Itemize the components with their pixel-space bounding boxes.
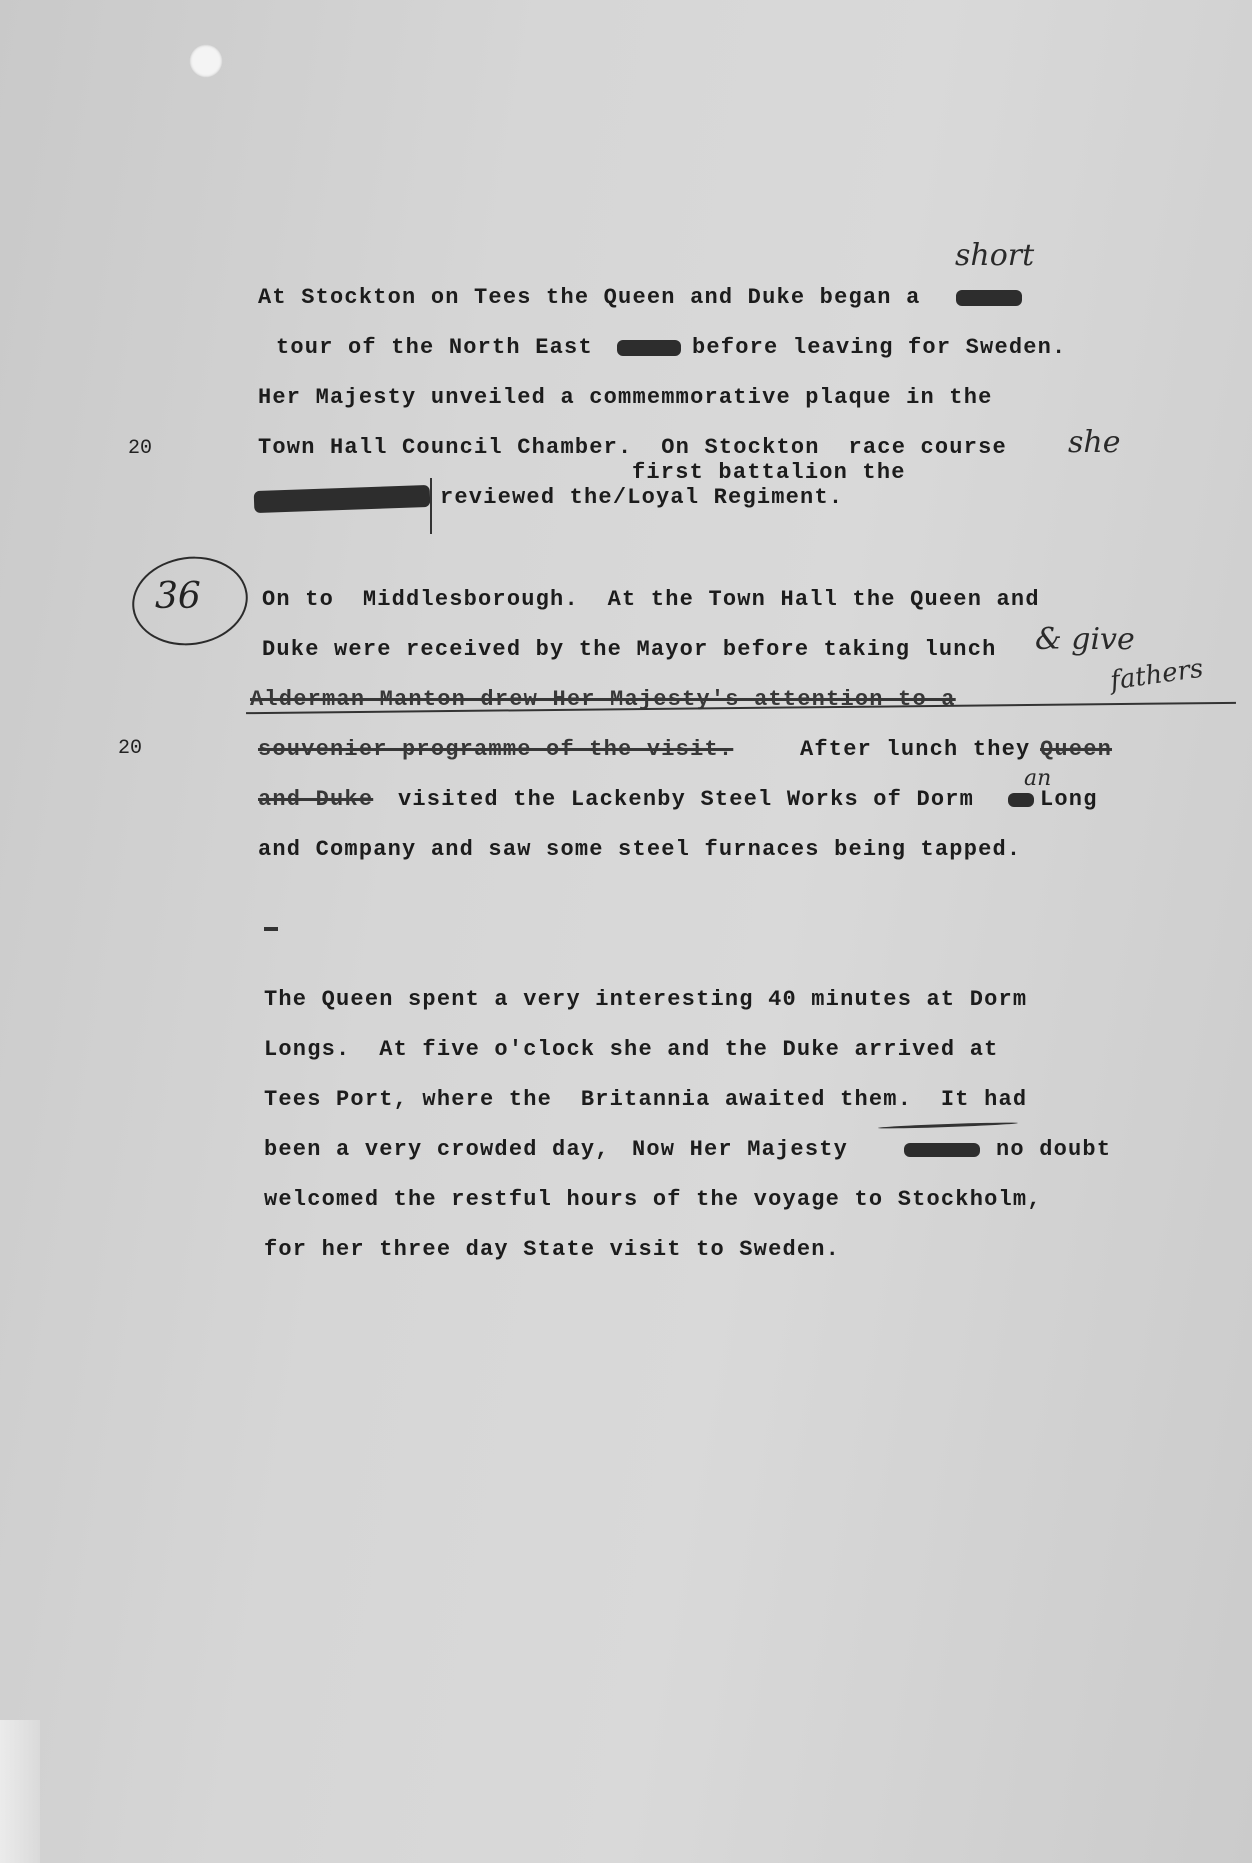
page-curl: [0, 1720, 40, 1863]
paragraph1-line4: Town Hall Council Chamber. On Stockton race course: [258, 435, 1007, 460]
punch-hole: [189, 44, 223, 78]
paragraph1-insert: first battalion the: [632, 460, 906, 485]
paragraph2-line6: and Company and saw some steel furnaces being tapped.: [258, 837, 1022, 862]
paragraph2-line2: Duke were received by the Mayor before taking lunch: [262, 637, 997, 662]
handwritten-she: she: [1068, 425, 1121, 460]
handwritten-and-give: & give: [1035, 622, 1135, 657]
paragraph3-line4b: Now Her Majesty: [632, 1137, 849, 1162]
strikeout-scribble: [1008, 793, 1034, 807]
paragraph1-line5: reviewed the/Loyal Regiment.: [440, 485, 844, 510]
margin-number: 20: [118, 737, 143, 760]
margin-number: 20: [128, 437, 153, 460]
paragraph2-line5-struck: and Duke: [258, 787, 374, 812]
caret-mark: [430, 478, 432, 534]
paragraph3-line4c: no doubt: [996, 1137, 1112, 1162]
strikeout-scribble: [956, 290, 1022, 306]
handwritten-fathers: fathers: [1108, 653, 1206, 697]
paragraph2-line3-struck: Alderman Manton drew Her Majesty's attention to a: [250, 687, 956, 712]
correction-arc: [878, 1122, 1018, 1130]
paragraph2-line4b: After lunch they: [800, 737, 1031, 762]
paragraph3-line2: Longs. At five o'clock she and the Duke arrived at: [264, 1037, 999, 1062]
handwritten-an: an: [1024, 766, 1052, 791]
paragraph2-line1: On to Middlesborough. At the Town Hall the Queen and: [262, 587, 1040, 612]
paragraph1-line1: At Stockton on Tees the Queen and Duke began a: [258, 285, 921, 310]
handwritten-short: short: [955, 238, 1035, 273]
paragraph3-line5: welcomed the restful hours of the voyage to Stockholm,: [264, 1187, 1042, 1212]
paragraph2-line5: visited the Lackenby Steel Works of Dorm: [398, 787, 975, 812]
strikeout-scribble: [904, 1143, 980, 1157]
paragraph1-line2: tour of the North East: [276, 335, 593, 360]
paragraph3-line4a: been a very crowded day,: [264, 1137, 610, 1162]
section-dash: [264, 927, 278, 931]
paragraph3-line1: The Queen spent a very interesting 40 minutes at Dorm: [264, 987, 1028, 1012]
strikeout-scribble: [617, 340, 681, 356]
annotation-number: 36: [155, 576, 201, 617]
strikeout-scribble: [254, 485, 431, 513]
paragraph3-line3: Tees Port, where the Britannia awaited them. It had: [264, 1087, 1028, 1112]
paragraph3-line6: for her three day State visit to Sweden.: [264, 1237, 841, 1262]
paragraph1-line3: Her Majesty unveiled a commemmorative plaque in the: [258, 385, 993, 410]
paragraph2-line4-struck: souvenier programme of the visit.: [258, 737, 734, 762]
paragraph2-line4-struck2: Queen: [1040, 737, 1113, 762]
paragraph1-line2b: before leaving for Sweden.: [692, 335, 1067, 360]
paragraph2-line5b: Long: [1040, 787, 1098, 812]
